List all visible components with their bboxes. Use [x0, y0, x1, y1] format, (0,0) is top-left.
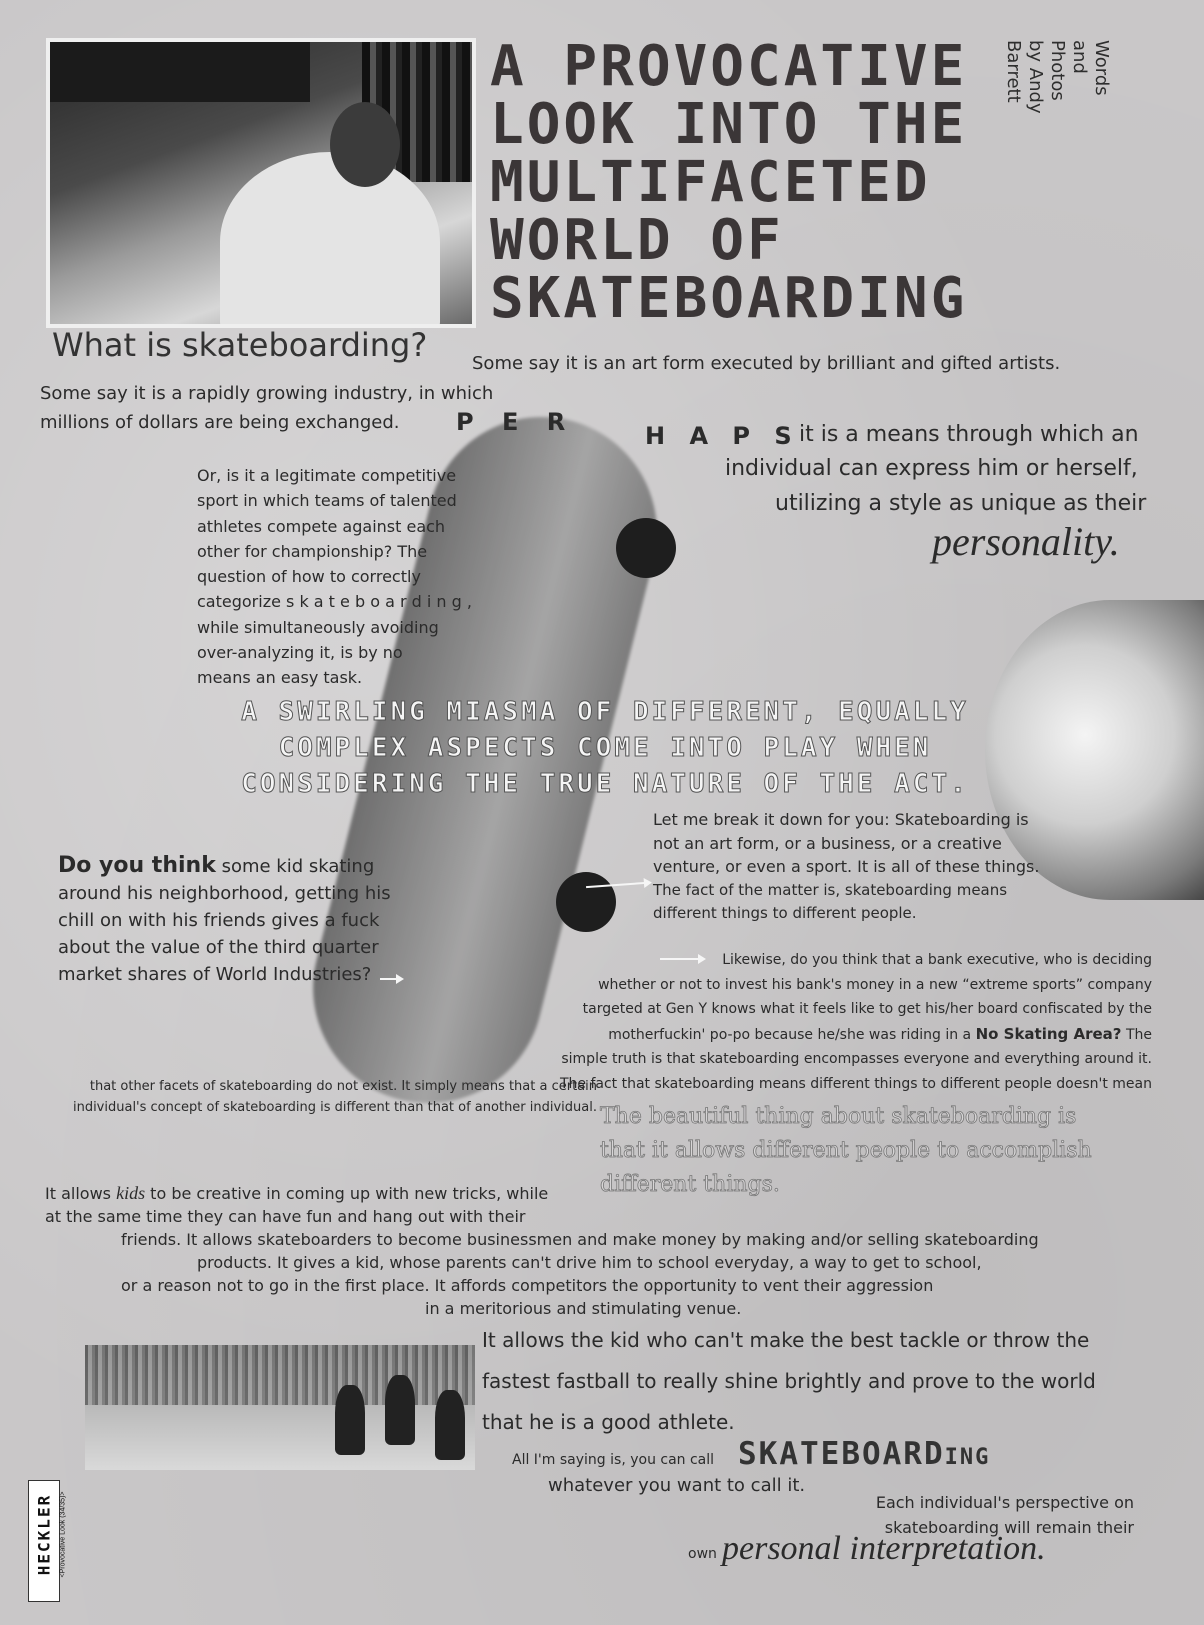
intro-line1: Some say it is an art form executed by brilliant and gifted artists.	[472, 353, 1061, 374]
photo-man-on-phone	[46, 38, 476, 328]
text-line: not an art form, or a business, or a creative	[653, 833, 1002, 853]
breakdown-paragraph	[653, 808, 1039, 926]
text-fragment: to be creative in coming up with new tricks, while	[150, 1184, 549, 1203]
intro-right2: individual can express him or herself,	[725, 456, 1138, 481]
text-line: Or, is it a legitimate competitive	[197, 466, 457, 485]
text-line: skateboarding will remain their	[884, 1518, 1134, 1537]
text-line: Likewise, do you think that a bank executive, who is deciding	[722, 952, 1152, 968]
byline	[1002, 40, 1112, 132]
text-fragment: It allows	[45, 1184, 111, 1203]
ing-suffix: ING	[944, 1445, 991, 1470]
text-line: question of how to correctly	[197, 567, 421, 587]
or-paragraph	[197, 463, 472, 691]
text-line: or a reason not to go in the first place. It affords competitors the opportunity to vent their aggression	[121, 1276, 934, 1295]
title-line: WORLD OF	[490, 208, 784, 273]
byline-line: Words and Photos	[1047, 40, 1112, 101]
arrow-icon	[380, 978, 398, 980]
text-line: about the value of the third quarter	[58, 937, 379, 958]
text-line: targeted at Gen Y knows what it feels like to get his/her board confiscated by the	[582, 1001, 1152, 1017]
intro-line2b: millions of dollars are being exchanged.	[40, 412, 400, 433]
callout-line: The beautiful thing about skateboarding is	[600, 1104, 1077, 1129]
text-line: other for championship? The	[197, 541, 428, 561]
miasma-callout	[150, 694, 1060, 802]
byline-line: by Andy Barrett	[1003, 40, 1046, 114]
facets-paragraph	[73, 1076, 597, 1118]
no-skating-area: No Skating Area?	[975, 1024, 1122, 1043]
text-line: different things to different people.	[653, 904, 917, 922]
text-line: products. It gives a kid, whose parents can't drive him to school everyday, a way to get to school,	[197, 1253, 982, 1272]
intro-right1: it is a means through which an	[799, 422, 1139, 447]
text-line: Let me break it down for you: Skateboarding is	[653, 810, 1029, 829]
intro-right3: utilizing a style as unique as their	[775, 491, 1147, 516]
callout-line: that it allows different people to accomplish	[600, 1138, 1092, 1163]
closing-saying: All I'm saying is, you can call	[512, 1452, 715, 1468]
brand-name: HECKLER	[34, 1493, 54, 1576]
text-line: simple truth is that skateboarding encompasses everyone and everything around it.	[561, 1051, 1152, 1067]
text-line: means an easy task.	[197, 668, 363, 688]
text-line: that other facets of skateboarding do not exist. It simply means that a certain	[89, 1079, 597, 1094]
do-you-think-lead: Do you think	[58, 853, 216, 878]
title-line: A PROVOCATIVE	[490, 34, 968, 99]
text-line: at the same time they can have fun and hang out with their	[45, 1207, 526, 1226]
text-line: chill on with his friends gives a fuck	[58, 910, 380, 931]
callout-line: different things.	[600, 1172, 780, 1197]
heckler-logo	[28, 1480, 67, 1602]
text-line: Each individual's perspective on	[875, 1493, 1134, 1512]
text-line: whether or not to invest his bank's money in a new “extreme sports” company	[598, 976, 1152, 993]
title-line: SKATEBOARDING	[490, 266, 968, 331]
text-line: The fact of the matter is, skateboarding means	[653, 880, 1008, 899]
article-title	[490, 34, 968, 331]
skateboard-word: SKATEBOARD	[738, 1436, 945, 1472]
photo-stadium-crowd	[85, 1345, 475, 1470]
text-line: athletes compete against each	[197, 516, 446, 536]
closing-personal-interpretation: personal interpretation.	[722, 1530, 1046, 1567]
text-fragment: The	[1125, 1026, 1152, 1043]
text-fragment: motherfuckin' po-po because he/she was riding in a	[608, 1026, 972, 1043]
text-line: categorize s k a t e b o a r d i n g ,	[197, 592, 472, 612]
callout-line: CONSIDERING THE TRUE NATURE OF THE ACT.	[241, 769, 969, 799]
personality-word: personality.	[932, 519, 1120, 564]
text-line: The fact that skateboarding means different things to different people doesn't mean	[559, 1075, 1152, 1092]
text-line: venture, or even a sport. It is all of these things.	[653, 857, 1040, 876]
brand-subtitle: <Provocative Look (34/35)>	[59, 1491, 67, 1578]
perhaps-part2: H A P S	[645, 422, 800, 450]
do-you-think-paragraph	[58, 852, 391, 988]
intro-line2a: Some say it is a rapidly growing industry, in which	[40, 383, 494, 404]
intro-question: What is skateboarding?	[52, 326, 428, 364]
closing-whatever: whatever you want to call it.	[548, 1475, 806, 1496]
text-line: around his neighborhood, getting his	[58, 883, 391, 904]
wheel-icon	[556, 872, 616, 932]
likewise-paragraph	[560, 948, 1152, 1096]
allows-paragraph	[45, 1182, 1145, 1320]
callout-line: A SWIRLING MIASMA OF DIFFERENT, EQUALLY	[241, 697, 969, 727]
closing-skateboard	[738, 1436, 990, 1472]
kids-word: kids	[116, 1183, 146, 1203]
text-line: in a meritorious and stimulating venue.	[425, 1299, 742, 1318]
wheel-icon	[616, 518, 676, 578]
text-line: market shares of World Industries?	[58, 964, 372, 985]
perhaps-part1: P E R	[456, 408, 576, 436]
text-line: sport in which teams of talented	[197, 491, 457, 511]
text-line: while simultaneously avoiding	[197, 617, 439, 637]
text-line: It allows the kid who can't make the best tackle or throw the	[482, 1328, 1090, 1352]
title-line: LOOK INTO THE	[490, 92, 968, 157]
text-fragment: some kid skating	[221, 856, 375, 877]
text-line: friends. It allows skateboarders to become businessmen and make money by making and/or selling skateboarding	[121, 1230, 1039, 1249]
callout-line: COMPLEX ASPECTS COME INTO PLAY WHEN	[278, 733, 932, 763]
text-line: individual's concept of skateboarding is different than that of another individual.	[72, 1100, 597, 1115]
text-line: that he is a good athlete.	[482, 1410, 735, 1434]
closing-own: own	[688, 1546, 717, 1562]
athlete-paragraph	[482, 1320, 1096, 1443]
title-line: MULTIFACETED	[490, 150, 931, 215]
text-line: over-analyzing it, is by no	[197, 643, 403, 663]
text-line: fastest fastball to really shine brightly and prove to the world	[482, 1369, 1096, 1393]
